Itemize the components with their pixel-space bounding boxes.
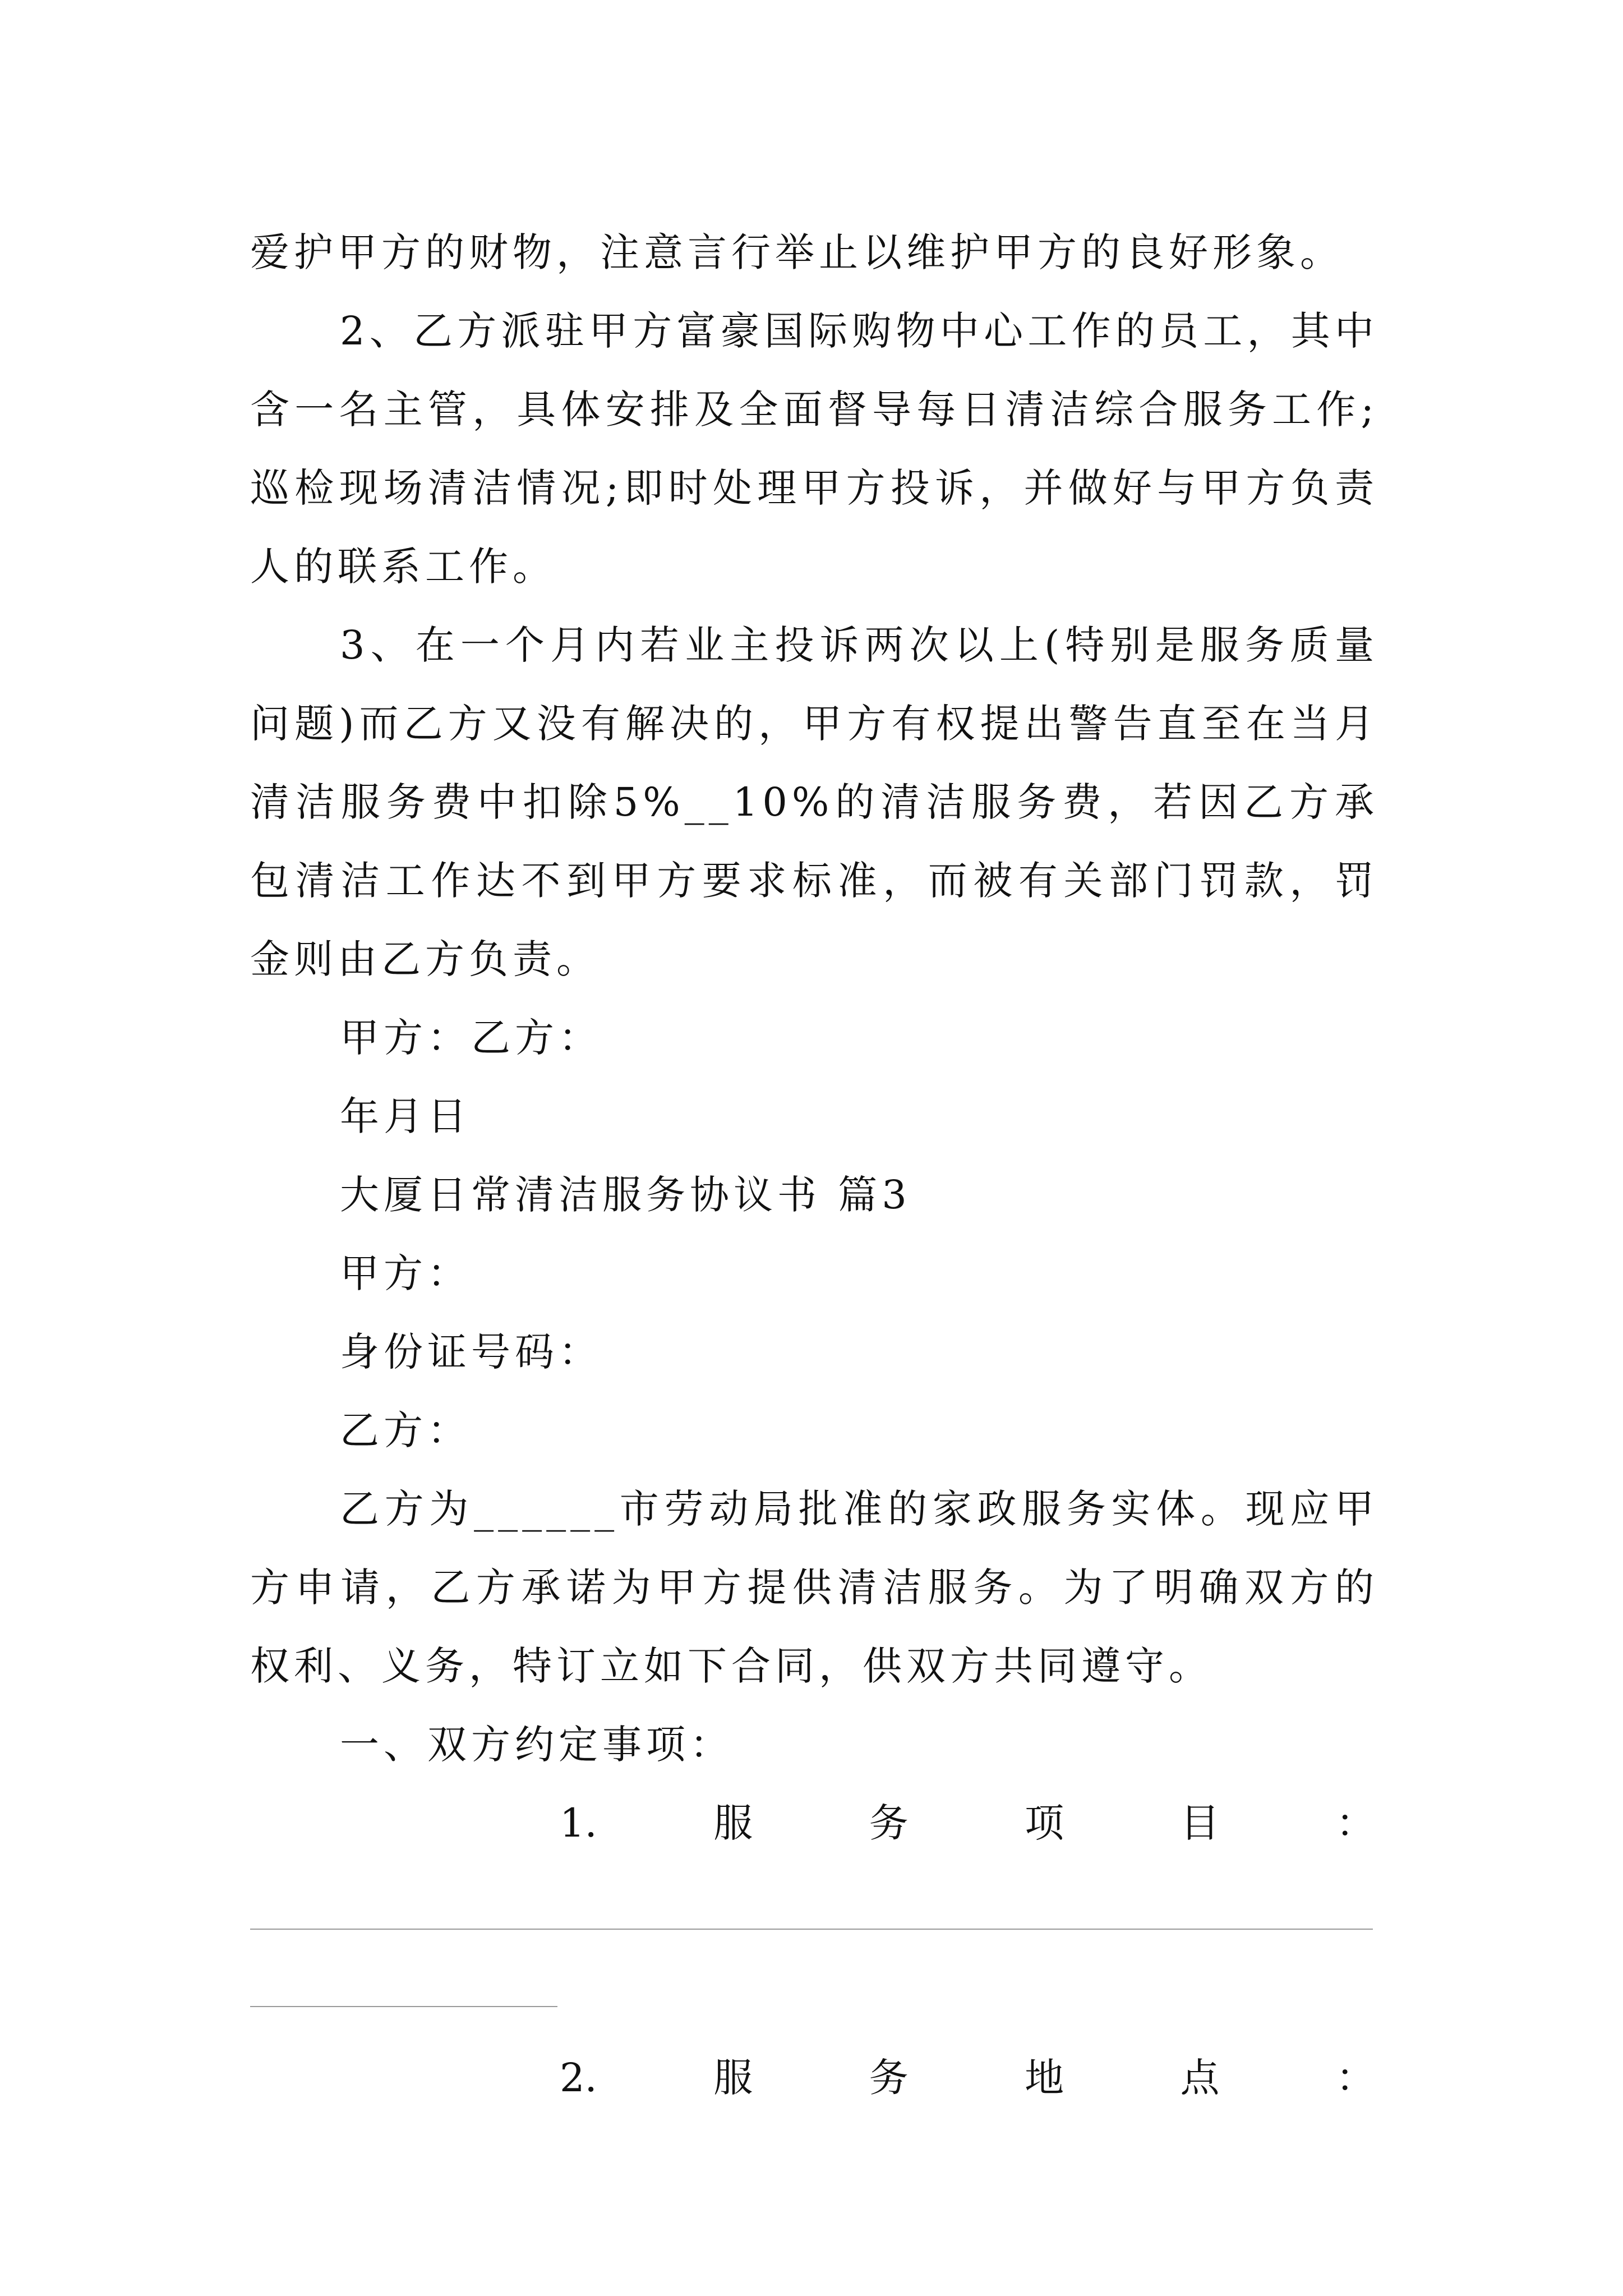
item-service-project bbox=[250, 1784, 1378, 1862]
paragraph-preamble: 乙方为______市劳动局批准的家政服务实体。现应甲方申请，乙方承诺为甲方提供清洁服务。为了明确双方的权利、义务，特订立如下合同，供双方共同遵守。 bbox=[250, 1486, 1378, 1689]
item-char: 务 bbox=[869, 2055, 909, 2101]
item-char: 点 bbox=[1180, 2055, 1220, 2101]
item-char: 项 bbox=[1025, 1800, 1064, 1846]
item-char: 目 bbox=[1180, 1800, 1220, 1846]
fill-in-line-long bbox=[250, 1929, 1373, 1930]
item-char: 地 bbox=[1025, 2055, 1064, 2101]
id-number-line: 身份证号码： bbox=[340, 1329, 602, 1375]
item-service-location bbox=[250, 2039, 1378, 2117]
date-line: 年月日 bbox=[340, 1093, 471, 1139]
item-number: 2. bbox=[560, 2055, 597, 2101]
party-a-line: 甲方： bbox=[340, 1250, 471, 1296]
item-char: 服 bbox=[713, 2055, 753, 2101]
paragraph-clause-2: 2、乙方派驻甲方富豪国际购物中心工作的员工，其中含一名主管，具体安排及全面督导每日清洁综合服务工作;巡检现场清洁情况;即时处理甲方投诉，并做好与甲方负责人的联系工作。 bbox=[250, 308, 1378, 590]
paragraph-care-property: 爱护甲方的财物，注意言行举止以维护甲方的良好形象。 bbox=[250, 229, 1344, 275]
item-colon: ： bbox=[1335, 2055, 1375, 2101]
item-colon: ： bbox=[1335, 1800, 1375, 1846]
paragraph-clause-3: 3、在一个月内若业主投诉两次以上(特别是服务质量问题)而乙方又没有解决的，甲方有权提出警告直至在当月清洁服务费中扣除5%__10%的清洁服务费，若因乙方承包清洁工作达不到甲方要求标准，而被有关部门罚款，罚金则由乙方负责。 bbox=[250, 622, 1378, 982]
fill-in-line-short bbox=[250, 2006, 557, 2007]
item-number: 1. bbox=[560, 1800, 597, 1846]
section-heading-agreed-items: 一、双方约定事项： bbox=[340, 1722, 734, 1768]
item-char: 服 bbox=[713, 1800, 753, 1846]
party-b-line: 乙方： bbox=[340, 1407, 471, 1453]
agreement-title: 大厦日常清洁服务协议书 篇3 bbox=[340, 1172, 911, 1218]
document-body bbox=[250, 213, 1378, 2117]
signature-parties-line: 甲方：乙方： bbox=[340, 1015, 602, 1061]
item-char: 务 bbox=[869, 1800, 909, 1846]
